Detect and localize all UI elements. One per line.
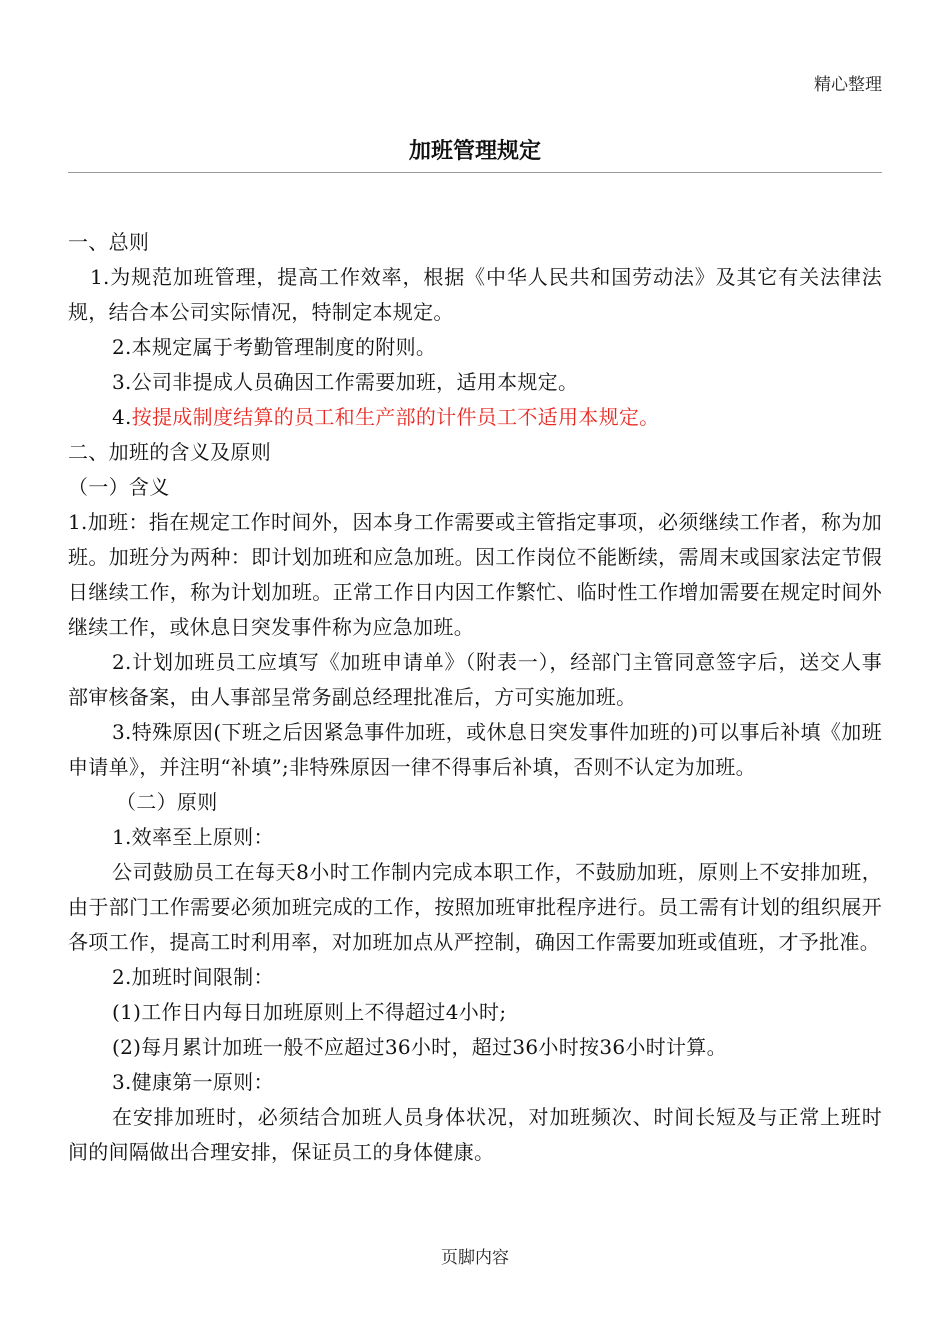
subsection-heading-meaning: （一）含义 xyxy=(68,475,170,499)
paragraph: 1.效率至上原则： xyxy=(112,825,274,849)
highlighted-paragraph xyxy=(68,400,882,435)
paragraph: 3.公司非提成人员确因工作需要加班，适用本规定。 xyxy=(112,370,579,394)
paragraph: 1.为规范加班管理，提高工作效率，根据《中华人民共和国劳动法》及其它有关法律法规，结合本公司实际情况，特制定本规定。 xyxy=(68,265,882,324)
header-note: 精心整理 xyxy=(814,75,882,95)
paragraph: 公司鼓励员工在每天8小时工作制内完成本职工作，不鼓励加班，原则上不安排加班，由于部门工作需要必须加班完成的工作，按照加班审批程序进行。员工需有计划的组织展开各项工作，提高工时利用率，对加班加点从严控制，确因工作需要加班或值班，才予批准。 xyxy=(68,860,882,954)
paragraph: 1.加班：指在规定工作时间外，因本身工作需要或主管指定事项，必须继续工作者，称为加班。加班分为两种：即计划加班和应急加班。因工作岗位不能断续，需周末或国家法定节假日继续工作，称为计划加班。正常工作日内因工作繁忙、临时性工作增加需要在规定时间外继续工作，或休息日突发事件称为应急加班。 xyxy=(68,510,882,639)
paragraph: (2)每月累计加班一般不应超过36小时，超过36小时按36小时计算。 xyxy=(112,1035,727,1059)
subsection-heading-principles: （二）原则 xyxy=(116,790,218,814)
paragraph: 2.计划加班员工应填写《加班申请单》（附表一），经部门主管同意签字后，送交人事部审核备案，由人事部呈常务副总经理批准后，方可实施加班。 xyxy=(68,650,882,709)
section-heading-general: 一、总则 xyxy=(68,230,150,254)
paragraph: 3.健康第一原则： xyxy=(112,1070,274,1094)
paragraph: 2.加班时间限制： xyxy=(112,965,274,989)
page-footer: 页脚内容 xyxy=(441,1248,509,1268)
document-title: 加班管理规定 xyxy=(408,139,541,164)
paragraph: 在安排加班时，必须结合加班人员身体状况，对加班频次、时间长短及与正常上班时间的间隔做出合理安排，保证员工的身体健康。 xyxy=(68,1105,882,1164)
document-body xyxy=(68,225,882,1170)
section-heading-overtime: 二、加班的含义及原则 xyxy=(68,440,271,464)
paragraph-number: 4. xyxy=(112,405,132,429)
paragraph: 3.特殊原因(下班之后因紧急事件加班，或休息日突发事件加班的)可以事后补填《加班申请单》，并注明“补填”;非特殊原因一律不得事后补填，否则不认定为加班。 xyxy=(68,720,882,779)
paragraph: (1)工作日内每日加班原则上不得超过4小时; xyxy=(112,1000,507,1024)
highlighted-text: 按提成制度结算的员工和生产部的计件员工不适用本规定。 xyxy=(131,405,660,429)
header-divider xyxy=(68,172,882,173)
paragraph: 2.本规定属于考勤管理制度的附则。 xyxy=(112,335,437,359)
